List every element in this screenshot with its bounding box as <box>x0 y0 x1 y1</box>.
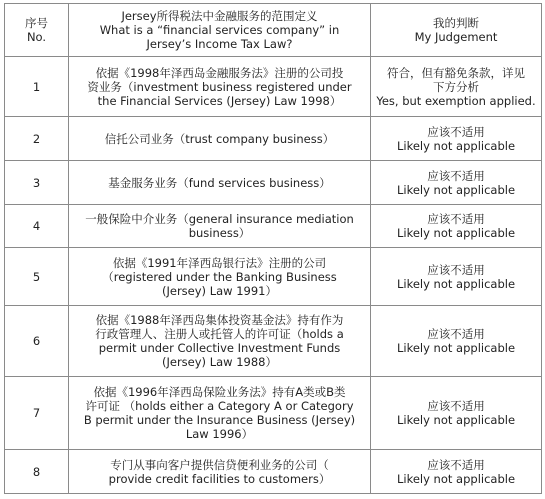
row-judgement <box>371 161 542 205</box>
table-row <box>5 57 542 117</box>
definition-line: 依据《1996年泽西岛保险业务法》持有A类或B类 <box>93 385 346 399</box>
row-judgement <box>371 306 542 377</box>
table-row <box>5 248 542 306</box>
judgement-line: Likely not applicable <box>396 276 516 291</box>
judgement-line: Likely not applicable <box>396 226 516 240</box>
definition-line: 依据《1991年泽西岛银行法》注册的公司 <box>112 255 327 270</box>
definition-line: (Jersey) Law 1988） <box>162 355 277 369</box>
judgement-line: 应该不适用 <box>427 212 485 226</box>
row-judgement <box>371 450 542 494</box>
judgement-line: Likely not applicable <box>396 182 516 197</box>
definition-line: 行政管理人、注册人或托管人的许可证（holds a <box>95 327 344 341</box>
row-definition <box>69 161 371 205</box>
judgement-line: 应该不适用 <box>427 124 485 139</box>
table-row <box>5 205 542 248</box>
judgement-line: Yes, but exemption applied. <box>376 93 536 108</box>
row-no: 7 <box>5 377 69 450</box>
row-no: 3 <box>5 161 69 205</box>
header-definition-line: What is a “financial services company” in <box>99 23 340 37</box>
judgement-line: 下方分析 <box>433 79 479 94</box>
definition-line: business） <box>188 226 251 240</box>
row-definition <box>69 57 371 117</box>
header-definition-line: Jersey所得税法中金融服务的范围定义 <box>121 9 318 23</box>
header-no <box>5 4 69 57</box>
definition-line: 许可证 （holds either a Category A or Category <box>85 399 354 413</box>
row-judgement <box>371 377 542 450</box>
tax-scope-table-container <box>4 3 541 494</box>
judgement-line: Likely not applicable <box>396 413 516 427</box>
definition-line: 专门从事向客户提供信贷便利业务的公司（ <box>110 457 329 472</box>
row-no: 2 <box>5 117 69 161</box>
definition-line: 依据《1998年泽西岛金融服务法》注册的公司投 <box>95 65 344 80</box>
table-header-row <box>5 4 542 57</box>
table-row <box>5 450 542 494</box>
row-definition <box>69 306 371 377</box>
row-definition <box>69 248 371 306</box>
judgement-line: 符合，但有豁免条款，详见 <box>387 65 525 80</box>
table-row <box>5 306 542 377</box>
row-no: 6 <box>5 306 69 377</box>
definition-line: 信托公司业务（trust company business） <box>104 131 335 146</box>
definition-line: provide credit facilities to customers） <box>108 471 331 486</box>
row-judgement <box>371 248 542 306</box>
judgement-line: Likely not applicable <box>396 341 516 355</box>
table-row <box>5 161 542 205</box>
row-definition <box>69 377 371 450</box>
table-row <box>5 117 542 161</box>
row-definition <box>69 117 371 161</box>
definition-line: 资业务（investment business registered under <box>87 79 352 94</box>
definition-line: 依据《1988年泽西岛集体投资基金法》持有作为 <box>95 313 344 327</box>
row-no: 8 <box>5 450 69 494</box>
definition-line: 一般保险中介业务（general insurance mediation <box>85 212 354 226</box>
row-judgement <box>371 57 542 117</box>
header-judgement <box>371 4 542 57</box>
definition-line: Law 1996） <box>185 427 254 441</box>
judgement-line: Likely not applicable <box>396 471 516 486</box>
judgement-line: 应该不适用 <box>427 262 485 277</box>
row-no: 1 <box>5 57 69 117</box>
financial-services-table <box>4 3 542 494</box>
judgement-line: 应该不适用 <box>427 168 485 183</box>
judgement-line: 应该不适用 <box>427 457 485 472</box>
row-definition <box>69 450 371 494</box>
definition-line: the Financial Services (Jersey) Law 1998） <box>97 93 342 108</box>
header-judgement-line: My Judgement <box>414 30 498 44</box>
definition-line: （registered under the Banking Business <box>102 269 337 284</box>
row-no: 4 <box>5 205 69 248</box>
row-judgement <box>371 117 542 161</box>
row-no: 5 <box>5 248 69 306</box>
row-judgement <box>371 205 542 248</box>
header-definition-line: Jersey’s Income Tax Law? <box>146 37 293 51</box>
judgement-line: 应该不适用 <box>427 327 485 341</box>
row-definition <box>69 205 371 248</box>
judgement-line: 应该不适用 <box>427 399 485 413</box>
table-row <box>5 377 542 450</box>
definition-line: permit under Collective Investment Funds <box>98 341 341 355</box>
definition-line: (Jersey) Law 1991） <box>162 283 277 298</box>
definition-line: 基金服务业务（fund services business） <box>108 175 331 190</box>
header-judgement-line: 我的判断 <box>433 16 479 30</box>
definition-line: B permit under the Insurance Business (Jersey) <box>83 413 356 427</box>
header-definition <box>69 4 371 57</box>
judgement-line: Likely not applicable <box>396 138 516 153</box>
header-no-line: No. <box>26 30 47 44</box>
header-no-line: 序号 <box>25 16 48 30</box>
